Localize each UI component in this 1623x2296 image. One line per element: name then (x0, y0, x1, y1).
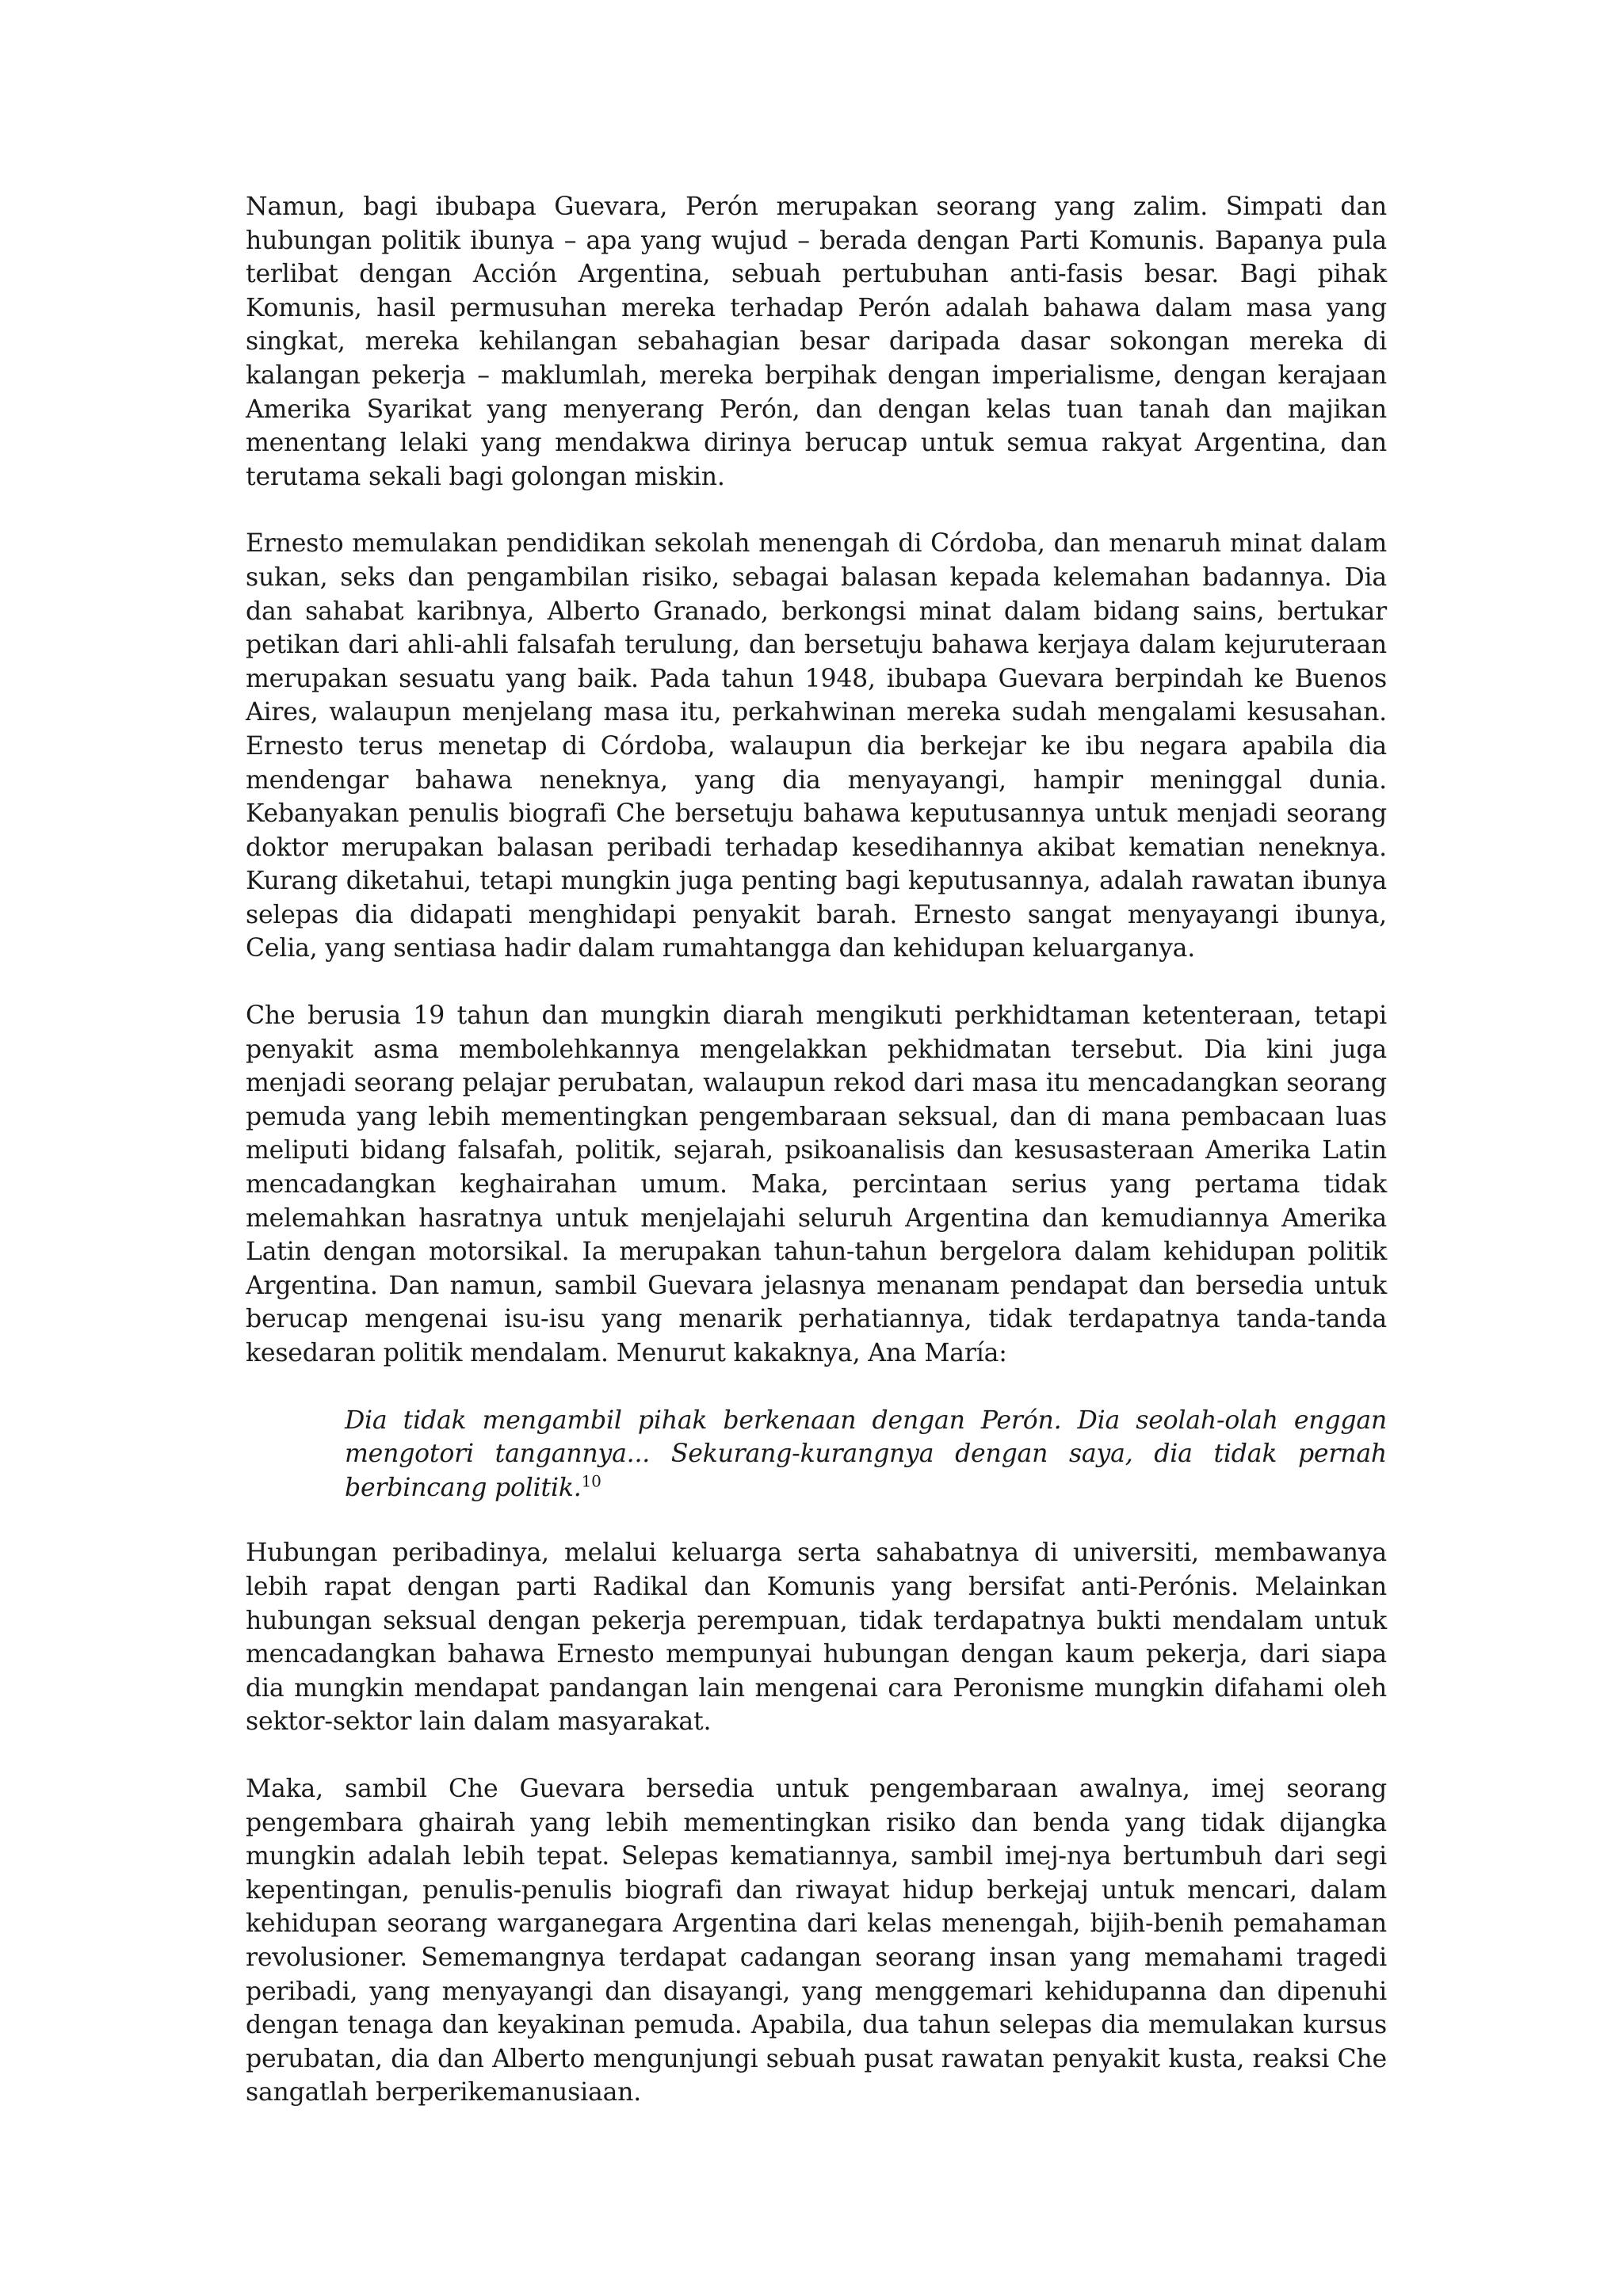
paragraph-personal-relations: Hubungan peribadinya, melalui keluarga serta sahabatnya di universiti, membawanya lebih rapat dengan parti Radikal dan Komunis yang bersifat anti-Perónis. Melainkan hubungan seksual dengan pekerja perempuan, tidak terdapatnya bukti mendalam untuk mencadangkan bahawa Ernesto mempunyai hubungan dengan kaum pekerja, dari siapa dia mungkin mendapat pandangan lain mengenai cara Peronisme mungkin difahami oleh sektor-sektor lain dalam masyarakat. (246, 1539, 1387, 1737)
paragraph-medical-student: Che berusia 19 tahun dan mungkin diarah mengikuti perkhidtaman ketenteraan, tetapi penyakit asma membolehkannya mengelakkan pekhidmatan tersebut. Dia kini juga menjadi seorang pelajar perubatan, walaupun rekod dari masa itu mencadangkan seorang pemuda yang lebih mementingkan pengembaraan seksual, dan di mana pembacaan luas meliputi bidang falsafah, politik, sejarah, psikoanalisis dan kesusasteraan Amerika Latin mencadangkan keghairahan umum. Maka, percintaan serius yang pertama tidak melemahkan hasratnya untuk menjelajahi seluruh Argentina dan kemudiannya Amerika Latin dengan motorsikal. Ia merupakan tahun-tahun bergelora dalam kehidupan politik Argentina. Dan namun, sambil Guevara jelasnya menanam pendapat dan bersedia untuk berucap mengenai isu-isu yang menarik perhatiannya, tidak terdapatnya tanda-tanda kesedaran politik mendalam. Menurut kakaknya, Ana María: (246, 1001, 1387, 1367)
paragraph-cordoba-education: Ernesto memulakan pendidikan sekolah menengah di Córdoba, dan menaruh minat dalam sukan, seks dan pengambilan risiko, sebagai balasan kepada kelemahan badannya. Dia dan sahabat karibnya, Alberto Granado, berkongsi minat dalam bidang sains, bertukar petikan dari ahli-ahli falsafah terulung, dan bersetuju bahawa kerjaya dalam kejuruteraan merupakan sesuatu yang baik. Pada tahun 1948, ibubapa Guevara berpindah ke Buenos Aires, walaupun menjelang masa itu, perkahwinan mereka sudah mengalami kesusahan. Ernesto terus menetap di Córdoba, walaupun dia berkejar ke ibu negara apabila dia mendengar bahawa neneknya, yang dia menyayangi, hampir meninggal dunia. Kebanyakan penulis biografi Che bersetuju bahawa keputusannya untuk menjadi seorang doktor merupakan balasan peribadi terhadap kesedihannya akibat kematian neneknya. Kurang diketahui, tetapi mungkin juga penting bagi keputusannya, adalah rawatan ibunya selepas dia didapati menghidapi penyakit barah. Ernesto sangat menyayangi ibunya, Celia, yang sentiasa hadir dalam rumahtangga dan kehidupan keluarganya. (246, 529, 1387, 963)
document-page (246, 190, 1387, 2143)
block-quote-ana-maria (345, 1404, 1387, 1505)
quote-text: Dia tidak mengambil pihak berkenaan dengan Perón. Dia seolah-olah enggan mengotori tangannya... Sekurang-kurangnya dengan saya, dia tidak pernah berbincang politik. (345, 1405, 1387, 1502)
paragraph-peron-parents: Namun, bagi ibubapa Guevara, Perón merupakan seorang yang zalim. Simpati dan hubungan politik ibunya – apa yang wujud – berada dengan Parti Komunis. Bapanya pula terlibat dengan Acción Argentina, sebuah pertubuhan anti-fasis besar. Bagi pihak Komunis, hasil permusuhan mereka terhadap Perón adalah bahawa dalam masa yang singkat, mereka kehilangan sebahagian besar daripada dasar sokongan mereka di kalangan pekerja – maklumlah, mereka berpihak dengan imperialisme, dengan kerajaan Amerika Syarikat yang menyerang Perón, dan dengan kelas tuan tanah dan majikan menentang lelaki yang mendakwa dirinya berucap untuk semua rakyat Argentina, dan terutama sekali bagi golongan miskin. (246, 193, 1387, 491)
paragraph-early-travels: Maka, sambil Che Guevara bersedia untuk pengembaraan awalnya, imej seorang pengembara ghairah yang lebih mementingkan risiko dan benda yang tidak dijangka mungkin adalah lebih tepat. Selepas kematiannya, sambil imej-nya bertumbuh dari segi kepentingan, penulis-penulis biografi dan riwayat hidup berkejaj untuk mencari, dalam kehidupan seorang warganegara Argentina dari kelas menengah, bijih-benih pemahaman revolusioner. Sememangnya terdapat cadangan seorang insan yang memahami tragedi peribadi, yang menyayangi dan disayangi, yang menggemari kehidupanna dan dipenuhi dengan tenaga dan keyakinan pemuda. Apabila, dua tahun selepas dia memulakan kursus perubatan, dia dan Alberto mengunjungi sebuah pusat rawatan penyakit kusta, reaksi Che sangatlah berperikemanusiaan. (246, 1774, 1387, 2107)
footnote-marker: 10 (581, 1471, 601, 1491)
